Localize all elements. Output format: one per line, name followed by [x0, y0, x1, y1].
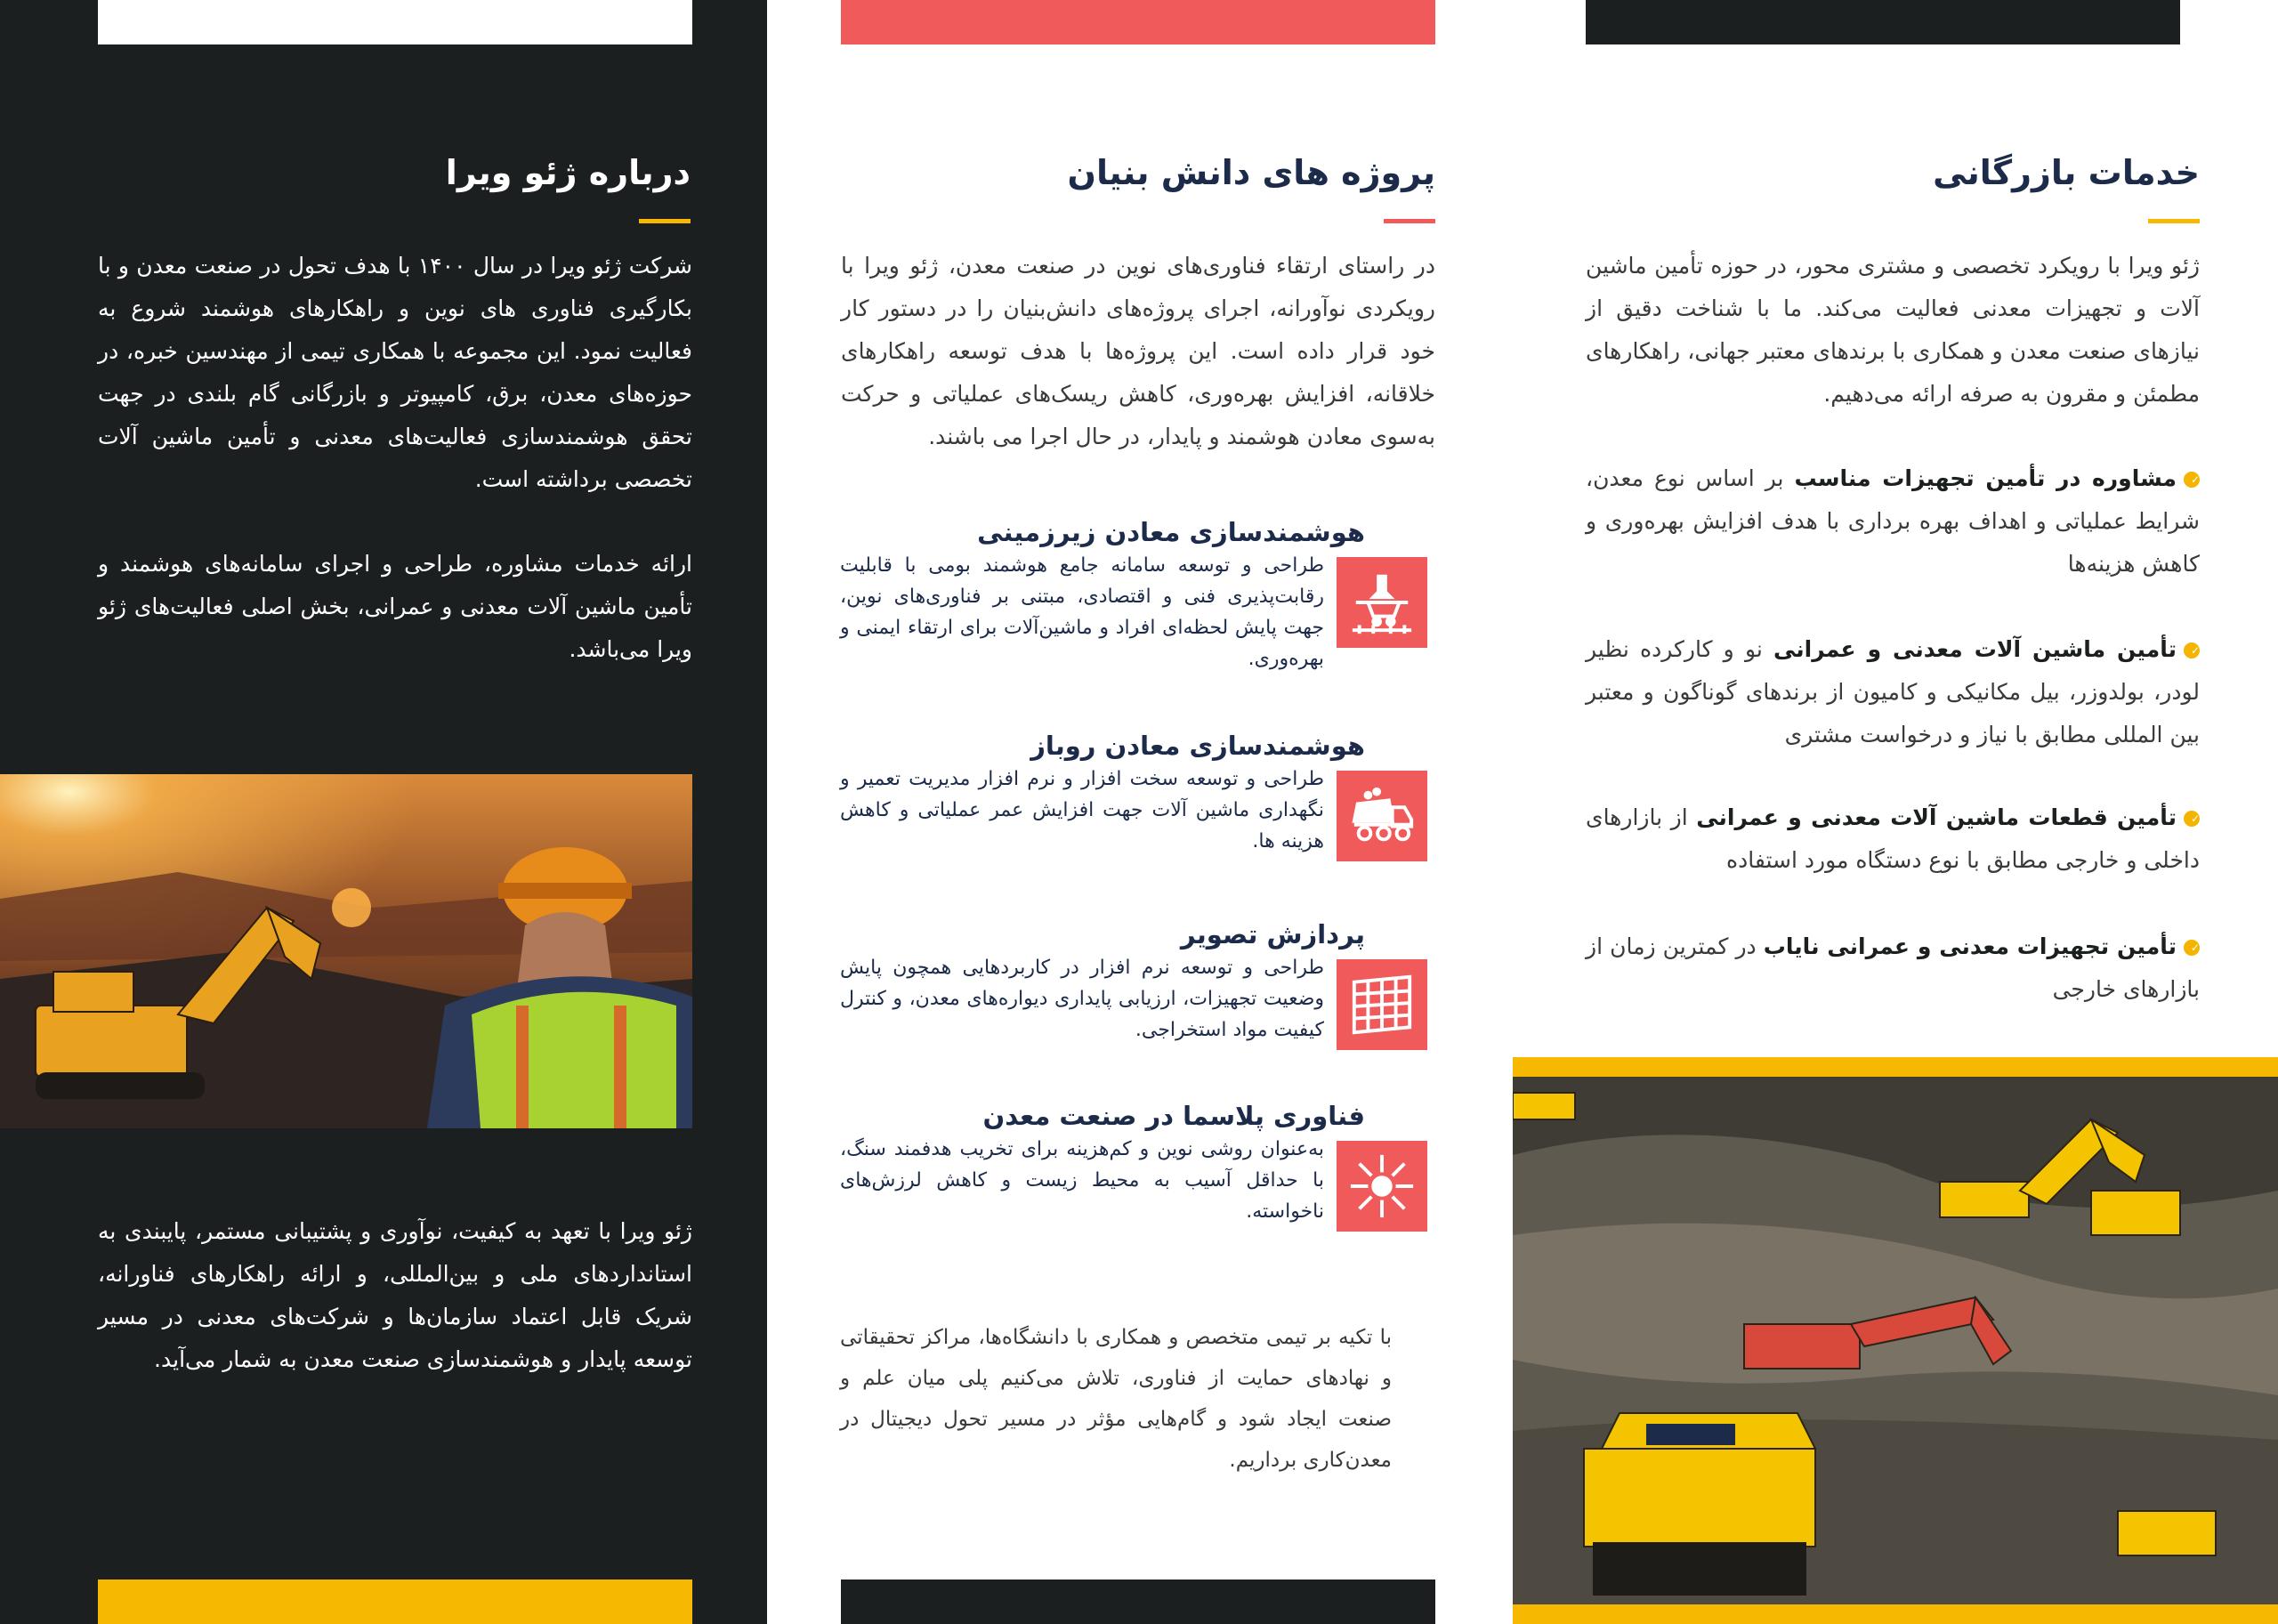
project-item	[840, 728, 1427, 861]
about-panel	[0, 0, 767, 1624]
service-item	[1586, 628, 2200, 756]
services-intro: ژئو ویرا با رویکرد تخصصی و مشتری محور، در حوزه تأمین ماشین آلات و تجهیزات معدنی فعالیت می‌کند. ما با شناخت دقیق از نیازهای صنعت معدن و همکاری با برندهای معتبر جهانی، راهکارهای مطمئن و مقرون به صرفه ارائه می‌دهیم.	[1586, 253, 2200, 407]
services-title: خدمات بازرگانی	[1933, 153, 2200, 192]
service-item	[1586, 457, 2200, 586]
service-item-heading: مشاوره در تأمین تجهیزات مناسب	[1794, 465, 2177, 491]
top-bar	[98, 0, 692, 44]
project-title: هوشمندسازی معادن روباز	[1030, 731, 1365, 761]
projects-intro: در راستای ارتقاء فناوری‌های نوین در صنعت معدن، ژئو ویرا با رویکردی نوآورانه، اجرای پروژه‌های دانش‌بنیان را در دستور کار خود قرار داده است. این پروژه‌ها با هدف توسعه راهکارهای خلاقانه، افزایش بهره‌وری، کاهش ریسک‌های عملیاتی و حرکت به‌سوی معادن هوشمند و پایدار، در حال اجرا می باشند.	[841, 253, 1435, 449]
about-title: درباره ژئو ویرا	[445, 153, 691, 192]
title-underline	[1384, 219, 1435, 223]
grid-scan-icon	[1337, 959, 1427, 1050]
top-bar	[1586, 0, 2180, 44]
check-circle-icon: ✓	[2184, 472, 2200, 488]
service-item-heading: تأمین قطعات ماشین آلات معدنی و عمرانی	[1696, 804, 2177, 830]
project-description: طراحی و توسعه سخت افزار و نرم افزار مدیریت تعمیر و نگهداری ماشین آلات جهت افزایش عمر عملیاتی و کاهش هزینه ها.	[840, 768, 1324, 852]
service-item-detail: از بازارهای داخلی و خارجی مطابق با نوع دستگاه مورد استفاده	[1586, 804, 2200, 873]
about-paragraph-1: شرکت ژئو ویرا در سال ۱۴۰۰ با هدف تحول در صنعت معدن و با بکارگیری فناوری های نوین و راهکارهای هوشمند شروع به فعالیت نمود. این مجموعه با همکاری تیمی از مهندسین خبره، در حوزه‌های معدن، برق، کامپیوتر و بازرگانی گام بلندی در جهت تحقق هوشمندسازی فعالیت‌های معدنی و تأمین ماشین آلات تخصصی برداشته است.	[98, 253, 692, 492]
service-item-heading: تأمین ماشین آلات معدنی و عمرانی	[1773, 636, 2177, 662]
worker-at-mine-photo	[0, 774, 692, 1128]
plasma-burst-icon	[1337, 1141, 1427, 1232]
project-item	[840, 917, 1427, 1050]
bottom-bar	[841, 1580, 1435, 1624]
project-item	[840, 514, 1427, 675]
project-item	[840, 1098, 1427, 1232]
projects-panel	[767, 0, 1513, 1624]
service-item-detail: نو و کارکرده نظیر لودر، بولدوزر، بیل مکانیکی و کامیون از برندهای گوناگون و معتبر بین المللی مطابق با نیاز و درخواست مشتری	[1586, 636, 2200, 747]
check-circle-icon: ✓	[2184, 811, 2200, 827]
check-circle-icon: ✓	[2184, 642, 2200, 658]
about-paragraph-3: ژئو ویرا با تعهد به کیفیت، نوآوری و پشتیبانی مستمر، پایبندی به استانداردهای ملی و بین‌المللی، و ارائه راهکارهای فناورانه، شریک قابل اعتماد سازمان‌ها و شرکت‌های معدنی در مسیر توسعه پایدار و هوشمندسازی صنعت معدن به شمار می‌آید.	[98, 1218, 692, 1372]
bottom-bar	[98, 1580, 692, 1624]
service-item-detail: در کمترین زمان از بازارهای خارجی	[1586, 933, 2200, 1002]
service-item	[1586, 925, 2200, 1011]
top-bar	[841, 0, 1435, 44]
mining-excavators-photo	[1513, 1057, 2278, 1624]
project-description: طراحی و توسعه سامانه جامع هوشمند بومی با قابلیت رقابت‌پذیری فنی و اقتصادی، مبتنی بر فناوری‌های نوین، جهت پایش لحظه‌ای افراد و ماشین‌آلات برای ارتقاء ایمنی و بهره‌وری.	[840, 554, 1324, 670]
project-title: هوشمندسازی معادن زیرزمینی	[977, 517, 1365, 547]
service-item-detail: بر اساس نوع معدن، شرایط عملیاتی و اهداف بهره برداری با هدف افزایش بهره‌وری و کاهش هزینه‌ها	[1586, 465, 2200, 577]
mine-cart-icon	[1337, 557, 1427, 648]
projects-title: پروژه های دانش بنیان	[1067, 153, 1435, 192]
project-description: طراحی و توسعه نرم افزار در کاربردهایی همچون پایش وضعیت تجهیزات، ارزیابی پایداری دیواره‌های معدن، و کنترل کیفیت مواد استخراجی.	[840, 957, 1324, 1041]
projects-closing: با تکیه بر تیمی متخصص و همکاری با دانشگاه‌ها، مراکز تحقیقاتی و نهادهای حمایت از فناوری، تلاش می‌کنیم پلی میان علم و صنعت ایجاد شود و گام‌هایی مؤثر در مسیر تحول دیجیتال در معدن‌کاری برداریم.	[840, 1326, 1392, 1472]
project-title: پردازش تصویر	[1180, 919, 1365, 949]
dump-truck-icon	[1337, 771, 1427, 861]
services-panel	[1513, 0, 2278, 1624]
project-title: فناوری پلاسما در صنعت معدن	[982, 1101, 1365, 1131]
service-item-heading: تأمین تجهیزات معدنی و عمرانی نایاب	[1763, 933, 2177, 959]
title-underline	[2148, 219, 2200, 223]
about-paragraph-2: ارائه خدمات مشاوره، طراحی و اجرای سامانه‌های هوشمند و تأمین ماشین آلات معدنی و عمرانی، بخش اصلی فعالیت‌های ژئو ویرا می‌باشد.	[98, 551, 692, 662]
project-description: به‌عنوان روشی نوین و کم‌هزینه برای تخریب هدفمند سنگ، با حداقل آسیب به محیط زیست و کاهش لرزش‌های ناخواسته.	[840, 1138, 1324, 1223]
check-circle-icon: ✓	[2184, 940, 2200, 956]
service-item	[1586, 796, 2200, 882]
title-underline	[639, 219, 691, 223]
